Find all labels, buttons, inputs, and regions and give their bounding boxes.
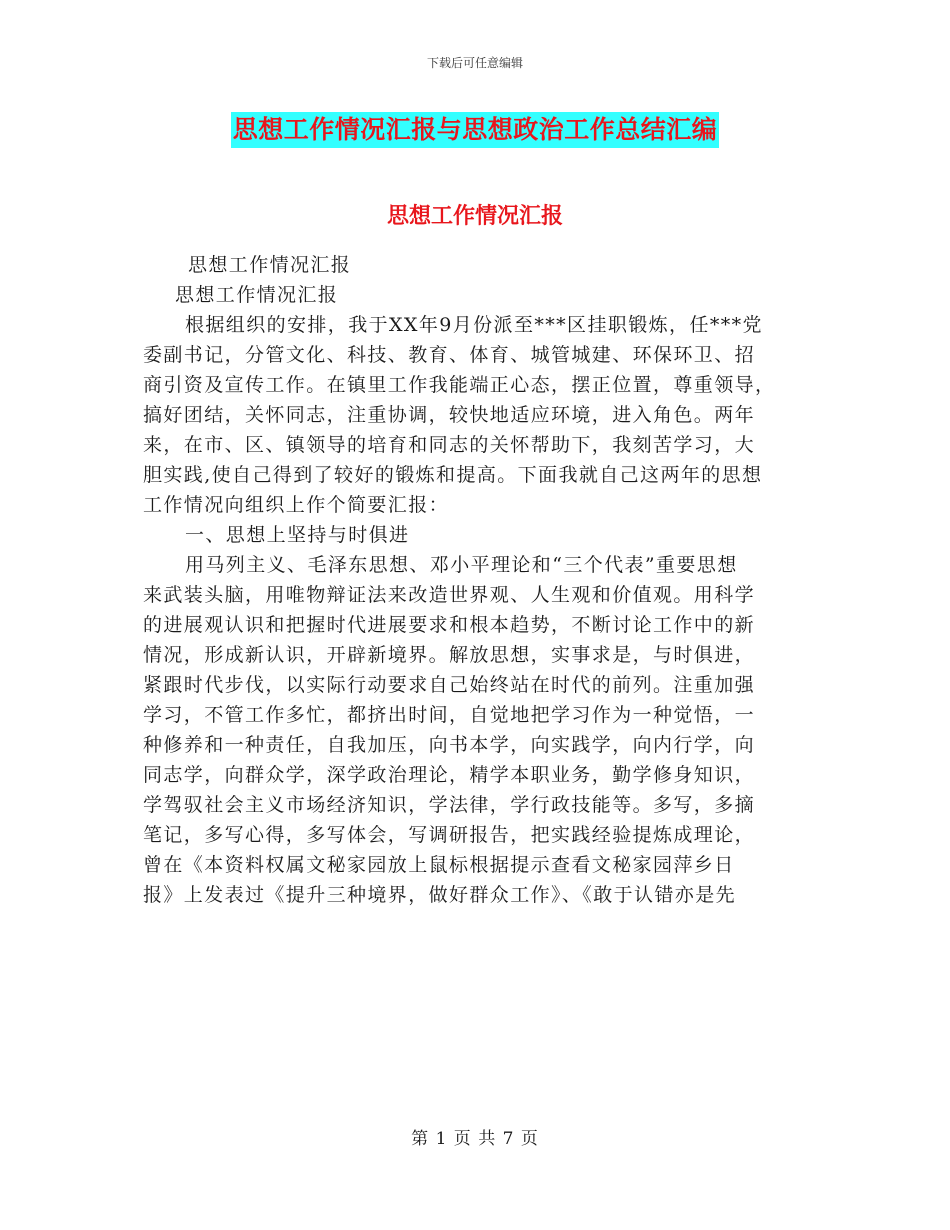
- body-line: 委副书记，分管文化、科技、教育、体育、城管城建、环保环卫、招: [143, 344, 756, 366]
- body-line: 学驾驭社会主义市场经济知识，学法律，学行政技能等。多写，多摘: [143, 794, 756, 816]
- body-line: 来武装头脑，用唯物辩证法来改造世界观、人生观和价值观。用科学: [143, 584, 756, 606]
- document-title: 思想工作情况汇报与思想政治工作总结汇编: [231, 112, 720, 148]
- page-header-note: 下载后可任意编辑: [426, 56, 523, 70]
- body-line: 思想工作情况汇报: [188, 254, 352, 276]
- body-line: 的进展观认识和把握时代进展要求和根本趋势，不断讨论工作中的新: [143, 614, 756, 636]
- body-line: 来，在市、区、镇领导的培育和同志的关怀帮助下，我刻苦学习，大: [143, 434, 756, 456]
- body-line: 搞好团结，关怀同志，注重协调，较快地适应环境，进入角色。两年: [143, 404, 756, 426]
- document-body: [143, 250, 808, 910]
- document-title-container: [0, 112, 950, 148]
- body-line: 工作情况向组织上作个简要汇报：: [143, 494, 450, 516]
- body-paragraph-start: 用马列主义、毛泽东思想、邓小平理论和“三个代表”重要思想: [185, 554, 738, 576]
- body-line: 同志学，向群众学，深学政治理论，精学本职业务，勤学修身知识，: [143, 764, 756, 786]
- body-line: 胆实践,使自己得到了较好的锻炼和提高。下面我就自己这两年的思想: [143, 464, 763, 486]
- body-line: 思想工作情况汇报: [175, 284, 339, 306]
- body-line: 学习，不管工作多忙，都挤出时间，自觉地把学习作为一种觉悟，一: [143, 704, 756, 726]
- body-line: 商引资及宣传工作。在镇里工作我能端正心态，摆正位置，尊重领导，: [143, 374, 776, 396]
- subheading: 一、思想上坚持与时俱进: [185, 524, 410, 546]
- body-line: 情况，形成新认识，开辟新境界。解放思想，实事求是，与时俱进，: [143, 644, 756, 666]
- body-line: 曾在《本资料权属文秘家园放上鼠标根据提示查看文秘家园萍乡日: [143, 854, 735, 876]
- section-title: 思想工作情况汇报: [386, 203, 563, 229]
- body-paragraph-start: 根据组织的安排，我于XX年9月份派至***区挂职锻炼，任***党: [185, 314, 763, 336]
- body-line: 报》上发表过《提升三种境界，做好群众工作》、《敢于认错亦是先: [143, 884, 737, 906]
- body-line: 笔记，多写心得，多写体会，写调研报告，把实践经验提炼成理论，: [143, 824, 756, 846]
- body-line: 紧跟时代步伐，以实际行动要求自己始终站在时代的前列。注重加强: [143, 674, 756, 696]
- body-line: 种修养和一种责任，自我加压，向书本学，向实践学，向内行学，向: [143, 734, 756, 756]
- page-number: 第 1 页 共 7 页: [411, 1129, 539, 1149]
